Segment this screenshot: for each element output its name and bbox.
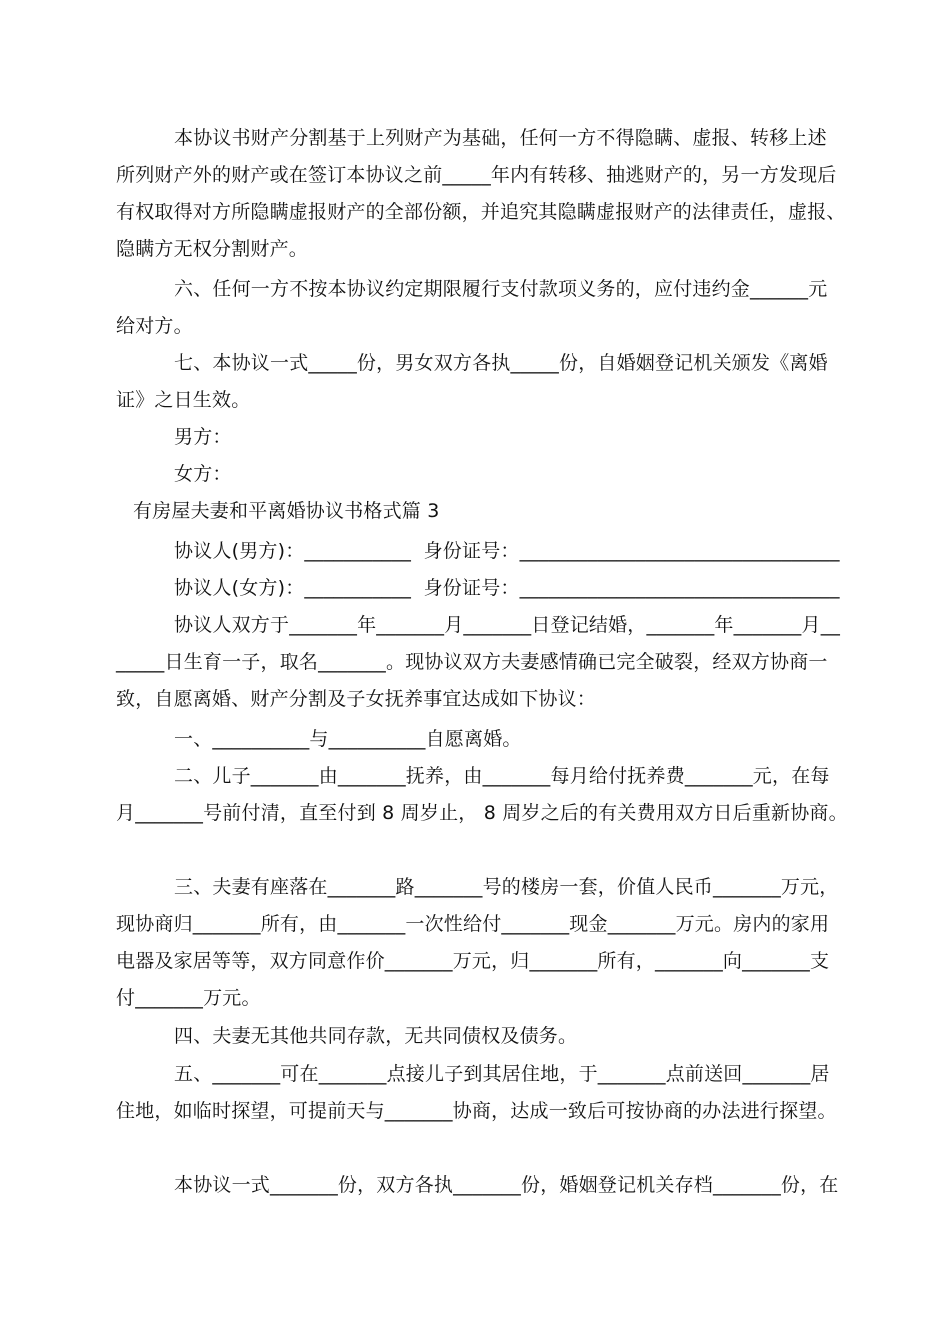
- female-signature-label: 女方：: [174, 463, 232, 485]
- paragraph-line-1: 本协议书财产分割基于上列财产为基础，任何一方不得隐瞒、虚报、转移上述: [174, 127, 827, 149]
- female-party-line: 协议人(女方)：___________ 身份证号：_________________________________: [174, 577, 840, 599]
- clause-one: 一、__________与__________自愿离婚。: [174, 728, 522, 750]
- male-party-line: 协议人(男方)：___________ 身份证号：_________________________________: [174, 540, 840, 562]
- clause-four: 四、夫妻无其他共同存款，无共同债权及债务。: [174, 1025, 578, 1047]
- clause-two-line-1: 二、儿子_______由_______抚养，由_______每月给付抚养费_______元，在每: [174, 765, 830, 787]
- final-clause-line-1: 本协议一式_______份，双方各执_______份，婚姻登记机关存档_______份，在: [174, 1174, 839, 1196]
- clause-five-line-2: 住地，如临时探望，可提前天与_______协商，达成一致后可按协商的办法进行探望。: [116, 1100, 837, 1122]
- marriage-info-line-3: 致，自愿离婚、财产分割及子女抚养事宜达成如下协议：: [116, 688, 597, 710]
- clause-five-line-1: 五、_______可在_______点接儿子到其居住地，于_______点前送回_______居: [174, 1063, 830, 1085]
- marriage-info-line-1: 协议人双方于_______年_______月_______日登记结婚，_______年_______月__: [174, 614, 841, 636]
- male-signature-label: 男方：: [174, 426, 232, 448]
- paragraph-line-4: 隐瞒方无权分割财产。: [116, 238, 309, 260]
- clause-three-line-2: 现协商归_______所有，由_______一次性给付_______现金_______万元。房内的家用: [116, 913, 830, 935]
- clause-three-line-1: 三、夫妻有座落在_______路_______号的楼房一套，价值人民币_______万元，: [174, 876, 839, 898]
- clause-three-line-4: 付_______万元。: [116, 987, 261, 1009]
- paragraph-line-3: 有权取得对方所隐瞒虚报财产的全部份额，并追究其隐瞒虚报财产的法律责任，虚报、: [116, 201, 846, 223]
- clause-seven-line-1: 七、本协议一式_____份，男女双方各执_____份，自婚姻登记机关颁发《离婚: [174, 352, 828, 374]
- clause-six-line-2: 给对方。: [116, 315, 193, 337]
- clause-three-line-3: 电器及家居等等，双方同意作价_______万元，归_______所有，_______向_______支: [116, 950, 830, 972]
- clause-seven-line-2: 证》之日生效。: [116, 389, 251, 411]
- marriage-info-line-2: _____日生育一子，取名_______。现协议双方夫妻感情确已完全破裂，经双方协商一: [116, 651, 828, 673]
- paragraph-line-2: 所列财产外的财产或在签订本协议之前_____年内有转移、抽逃财产的，另一方发现后: [116, 164, 837, 186]
- section-title: 有房屋夫妻和平离婚协议书格式篇 3: [133, 500, 440, 522]
- clause-two-line-2: 月_______号前付清，直至付到 8 周岁止， 8 周岁之后的有关费用双方日后重新协商。: [116, 802, 848, 824]
- clause-six-line-1: 六、任何一方不按本协议约定期限履行支付款项义务的，应付违约金______元: [174, 278, 828, 300]
